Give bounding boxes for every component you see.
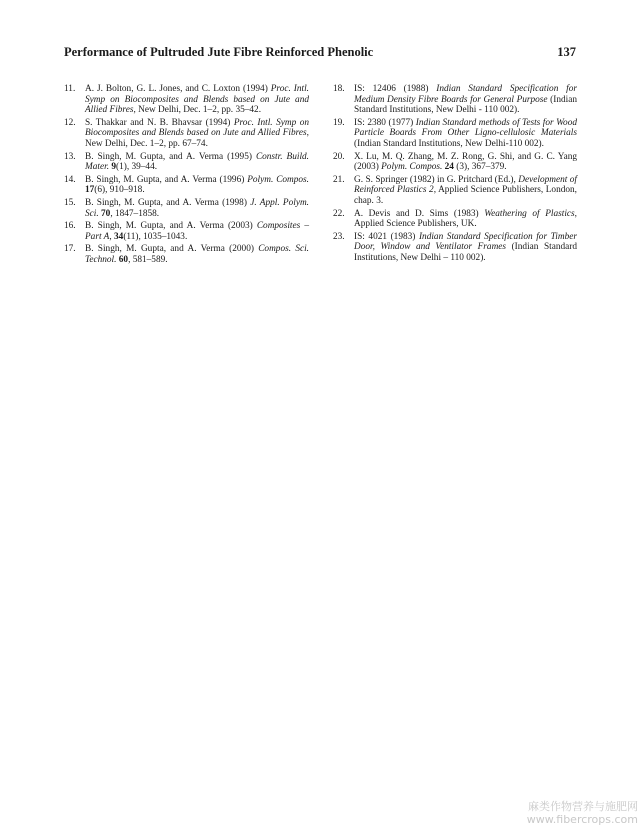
reference-segment: IS: 4021 (1983): [354, 231, 419, 242]
watermark-url: www.fibercrops.com: [526, 813, 638, 826]
running-header: [64, 45, 576, 65]
reference-text: [85, 175, 309, 196]
reference-italic-segment: Indian Standard Specification for Timber Door, Window and Ventilator Frames: [354, 231, 577, 253]
reference-item: [64, 175, 309, 196]
reference-italic-segment: Indian Standard methods of Tests for Wood Particle Boards From Other Ligno-cellulosic Materials: [354, 117, 577, 139]
reference-segment: A. Devis and D. Sims (1983): [354, 208, 485, 219]
reference-italic-segment: J. Appl. Polym. Sci.: [85, 197, 310, 219]
reference-segment: (1), 39–44.: [116, 162, 158, 173]
references-column-right: [333, 84, 577, 266]
watermark: [527, 800, 638, 826]
reference-segment: (11), 1035–1043.: [123, 231, 188, 242]
reference-segment: , Applied Science Publishers, London, chap. 3.: [354, 185, 578, 206]
reference-text: [85, 84, 309, 115]
reference-text: [354, 84, 577, 115]
reference-italic-segment: Polym. Compos.: [247, 174, 309, 185]
reference-italic-segment: Development of Reinforced Plastics 2: [354, 174, 577, 196]
reference-segment: A. J. Bolton, G. L. Jones, and C. Loxton (1994): [85, 84, 271, 94]
reference-item: [64, 152, 309, 173]
reference-italic-segment: Polym. Compos.: [381, 162, 443, 173]
reference-segment: G. S. Springer (1982) in G. Pritchard (Ed.),: [354, 174, 519, 185]
reference-segment: , New Delhi, Dec. 1–2, pp. 67–74.: [85, 128, 309, 149]
reference-number: 12.: [64, 117, 76, 128]
reference-bold-segment: 34: [114, 231, 124, 242]
reference-italic-segment: Composites – Part A: [85, 221, 309, 242]
reference-segment: B. Singh, M. Gupta, and A. Verma (1995): [85, 151, 256, 162]
references-column-left: [64, 84, 309, 268]
reference-segment: S. Thakkar and N. B. Bhavsar (1994): [85, 117, 234, 128]
reference-segment: X. Lu, M. Q. Zhang, M. Z. Rong, G. Shi, and G. C. Yang (2003): [354, 151, 577, 173]
reference-segment: (Indian Standard Institutions, New Delhi-110 002).: [354, 138, 544, 149]
reference-text: [85, 152, 309, 173]
reference-item: [333, 232, 577, 264]
reference-italic-segment: Weathering of Plastics: [484, 208, 575, 219]
reference-bold-segment: 17: [85, 185, 95, 196]
reference-item: [64, 118, 309, 150]
watermark-site-name: 麻类作物营养与施肥网: [528, 800, 638, 813]
reference-item: [64, 84, 309, 116]
reference-text: [354, 118, 577, 149]
reference-bold-segment: 24: [444, 162, 454, 173]
reference-italic-segment: Constr. Build. Mater.: [85, 151, 310, 173]
reference-segment: (6), 910–918.: [94, 185, 145, 196]
reference-number: 11.: [64, 84, 76, 94]
reference-text: [354, 152, 577, 173]
reference-item: [333, 175, 577, 207]
reference-number: 21.: [333, 174, 345, 185]
reference-italic-segment: Compos. Sci. Technol.: [85, 244, 309, 265]
reference-segment: ,: [109, 231, 115, 242]
reference-segment: B. Singh, M. Gupta, and A. Verma (2000): [85, 244, 259, 255]
reference-text: [354, 175, 577, 206]
reference-number: 14.: [64, 174, 76, 185]
reference-segment: , New Delhi, Dec. 1–2, pp. 35–42.: [133, 105, 262, 116]
reference-segment: IS: 2380 (1977): [354, 117, 416, 128]
reference-text: [85, 244, 309, 265]
reference-segment: (Indian Standard Institutions, New Delhi - 110 002).: [354, 94, 578, 116]
reference-item: [333, 84, 577, 116]
reference-italic-segment: Proc. Intl. Symp on Biocomposites and Blends based on Jute and Allied Fibres: [85, 117, 309, 139]
reference-number: 15.: [64, 197, 76, 208]
reference-text: [85, 221, 309, 242]
reference-italic-segment: Indian Standard Specification for Medium Density Fibre Boards for General Purpose: [354, 84, 577, 105]
reference-number: 18.: [333, 84, 345, 94]
reference-item: [64, 221, 309, 242]
reference-item: [64, 244, 309, 265]
page-number: 137: [557, 45, 576, 59]
reference-item: [64, 198, 309, 219]
reference-text: [85, 198, 309, 219]
reference-item: [333, 152, 577, 173]
reference-number: 22.: [333, 208, 345, 219]
reference-bold-segment: 60: [118, 254, 129, 265]
reference-number: 13.: [64, 151, 76, 162]
reference-italic-segment: Proc. Intl. Symp on Biocomposites and Blends based on Jute and Allied Fibres: [85, 84, 309, 116]
reference-segment: IS: 12406 (1988): [354, 84, 437, 94]
reference-number: 19.: [333, 117, 345, 128]
reference-number: 16.: [64, 221, 76, 232]
reference-text: [354, 209, 577, 230]
reference-text: [354, 232, 577, 263]
reference-bold-segment: 9: [111, 162, 116, 173]
reference-segment: (3), 367–379.: [453, 162, 507, 173]
reference-segment: B. Singh, M. Gupta, and A. Verma (1998): [85, 197, 251, 208]
reference-number: 17.: [64, 244, 76, 255]
reference-segment: , 581–589.: [128, 254, 168, 265]
reference-segment: B. Singh, M. Gupta, and A. Verma (2003): [85, 221, 257, 232]
running-title: Performance of Pultruded Jute Fibre Reinforced Phenolic: [64, 45, 374, 59]
reference-item: [333, 209, 577, 230]
reference-item: [333, 118, 577, 150]
reference-segment: B. Singh, M. Gupta, and A. Verma (1996): [85, 174, 248, 185]
reference-segment: , 1847–1858.: [110, 208, 160, 219]
reference-segment: (Indian Standard Institutions, New Delhi – 110 002).: [354, 242, 578, 263]
reference-text: [85, 118, 309, 149]
reference-number: 23.: [333, 231, 345, 242]
reference-segment: , Applied Science Publishers, UK.: [354, 208, 577, 230]
reference-bold-segment: 70: [101, 208, 111, 219]
reference-number: 20.: [333, 151, 345, 162]
